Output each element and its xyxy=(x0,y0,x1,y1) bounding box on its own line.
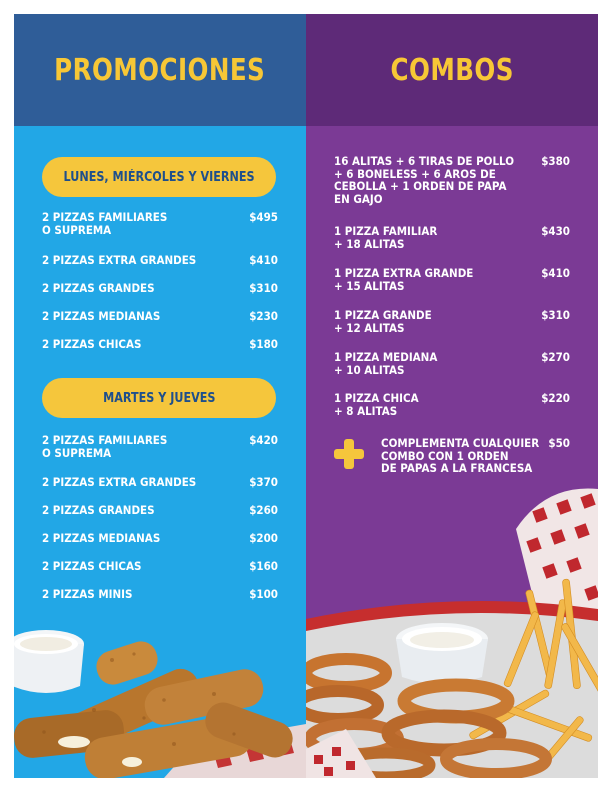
item-price: $310 xyxy=(249,281,278,295)
item-name: 2 PIZZAS MEDIANAS xyxy=(42,531,161,545)
promociones-title: PROMOCIONES xyxy=(54,52,266,88)
item-name: 2 PIZZAS FAMILIARES O SUPREMA xyxy=(42,433,168,460)
item-name: 2 PIZZAS MEDIANAS xyxy=(42,309,161,323)
promociones-header xyxy=(14,14,306,126)
item-name: 2 PIZZAS GRANDES xyxy=(42,503,155,517)
item-name: 2 PIZZAS CHICAS xyxy=(42,559,142,573)
item-price: $220 xyxy=(541,391,570,405)
item-price: $260 xyxy=(249,503,278,517)
combos-title: COMBOS xyxy=(390,52,514,88)
combos-header xyxy=(306,14,598,126)
weekday-pill-lunes-miercoles-viernes xyxy=(42,157,276,197)
item-price: $310 xyxy=(541,308,570,322)
item-name: 1 PIZZA FAMILIAR + 18 ALITAS xyxy=(334,224,438,251)
item-price: $495 xyxy=(249,210,278,224)
item-name: 1 PIZZA EXTRA GRANDE + 15 ALITAS xyxy=(334,266,474,293)
item-price: $420 xyxy=(249,433,278,447)
item-name: 2 PIZZAS EXTRA GRANDES xyxy=(42,253,197,267)
item-price: $180 xyxy=(249,337,278,351)
extra-name: COMPLEMENTA CUALQUIER COMBO CON 1 ORDEN DE PAPAS A LA FRANCESA xyxy=(381,436,540,475)
item-price: $230 xyxy=(249,309,278,323)
plus-icon xyxy=(334,439,364,469)
mozzarella-sticks-image xyxy=(14,614,306,778)
item-price: $410 xyxy=(541,266,570,280)
item-name: 16 ALITAS + 6 TIRAS DE POLLO + 6 BONELESS + 6 AROS DE CEBOLLA + 1 ORDEN DE PAPA EN GAJO xyxy=(334,154,515,206)
pill-label: LUNES, MIÉRCOLES Y VIERNES xyxy=(63,169,255,185)
item-price: $370 xyxy=(249,475,278,489)
item-name: 1 PIZZA MEDIANA + 10 ALITAS xyxy=(334,350,438,377)
extra-price: $50 xyxy=(548,436,570,450)
item-name: 2 PIZZAS GRANDES xyxy=(42,281,155,295)
item-name: 2 PIZZAS FAMILIARES O SUPREMA xyxy=(42,210,168,237)
item-price: $430 xyxy=(541,224,570,238)
menu-page xyxy=(14,14,598,778)
weekday-pill-martes-jueves xyxy=(42,378,276,418)
item-price: $160 xyxy=(249,559,278,573)
item-name: 2 PIZZAS EXTRA GRANDES xyxy=(42,475,197,489)
item-price: $200 xyxy=(249,531,278,545)
item-name: 2 PIZZAS CHICAS xyxy=(42,337,142,351)
pill-label: MARTES Y JUEVES xyxy=(102,390,216,406)
combo-basket-image xyxy=(306,469,598,778)
item-price: $270 xyxy=(541,350,570,364)
item-price: $380 xyxy=(541,154,570,168)
item-price: $410 xyxy=(249,253,278,267)
item-name: 1 PIZZA CHICA + 8 ALITAS xyxy=(334,391,419,418)
item-price: $100 xyxy=(249,587,278,601)
item-name: 2 PIZZAS MINIS xyxy=(42,587,133,601)
promociones-column xyxy=(14,14,306,778)
combos-column xyxy=(306,14,598,778)
item-name: 1 PIZZA GRANDE + 12 ALITAS xyxy=(334,308,432,335)
